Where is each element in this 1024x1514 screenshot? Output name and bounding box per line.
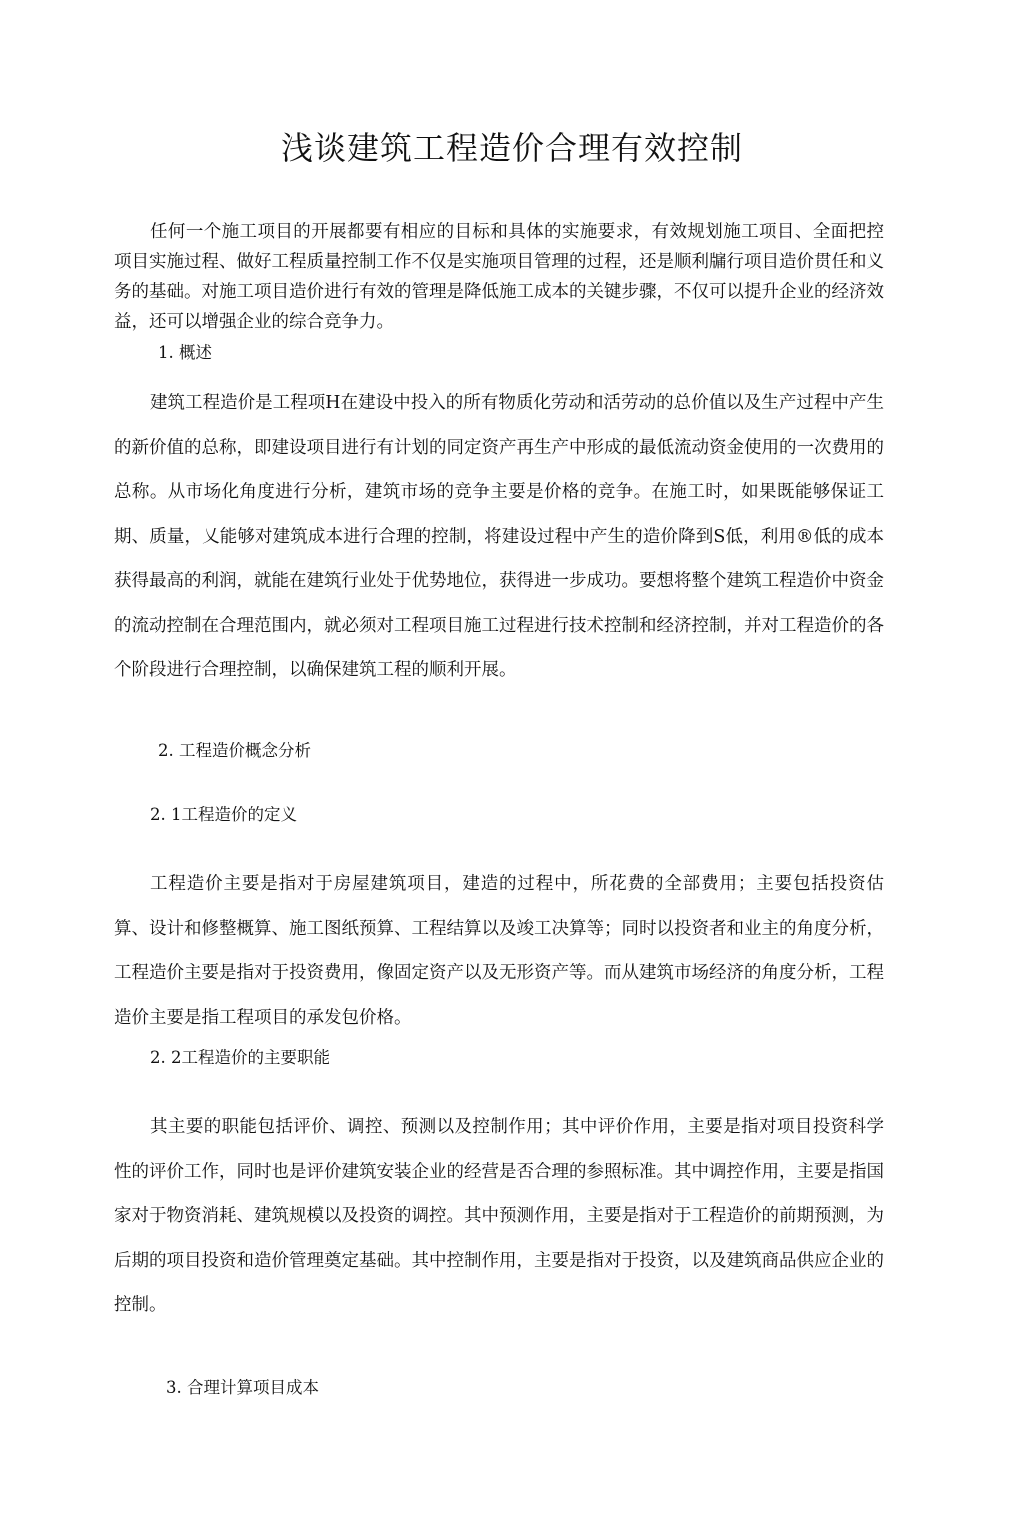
section-2-heading: 2. 工程造价概念分析 (158, 741, 311, 760)
section-2-2-heading: 2. 2工程造价的主要职能 (150, 1048, 330, 1067)
section-1-heading: 1. 概述 (158, 343, 212, 362)
section-1-paragraph: 建筑工程造价是工程项H在建设中投入的所有物质化劳动和活劳动的总价值以及生产过程中产生的新价值的总称，即建设项目进行有计划的同定资产再生产中形成的最低流动资金使用的一次费用的总称。从市场化角度进行分析，建筑市场的竞争主要是价格的竞争。在施工时，如果既能够保证工期、质量，乂能够对建筑成本进行合理的控制，将建设过程中产生的造价降到S低，利用®低的成本获得最高的利润，就能在建筑行业处于优势地位，获得进一步成功。要想将整个建筑工程造价中资金的流动控制在合理范围内，就必须对工程项目施工过程进行技术控制和经济控制，并对工程造价的各个阶段进行合理控制，以确保建筑工程的顺利开展。 (114, 393, 884, 680)
document-title: 浅谈建筑工程造价合理有效控制 (280, 129, 743, 167)
intro-paragraph: 任何一个施工项目的开展都要有相应的目标和具体的实施要求，有效规划施工项目、全面把控项目实施过程、做好工程质量控制工作不仅是实施项目管理的过程，还是顺利牖行项目造价贯任和义务的基础。对施工项目造价进行有效的管理是降低施工成本的关键步骤，不仅可以提升企业的经济效益，还可以增强企业的综合竞争力。 (114, 222, 884, 332)
section-3-heading: 3. 合理计算项目成本 (166, 1378, 319, 1397)
section-2-2-paragraph: 其主要的职能包括评价、调控、预测以及控制作用；其中评价作用，主要是指对项目投资科学性的评价工作，同时也是评价建筑安装企业的经营是否合理的参照标准。其中调控作用，主要是指国家对于物资消耗、建筑规模以及投资的调控。其中预测作用，主要是指对于工程造价的前期预测，为后期的项目投资和造价管理奠定基础。其中控制作用，主要是指对于投资，以及建筑商品供应企业的控制。 (114, 1117, 884, 1315)
section-2-1-paragraph: 工程造价主要是指对于房屋建筑项目，建造的过程中，所花费的全部费用；主要包括投资估算、设计和修整概算、施工图纸预算、工程结算以及竣工决算等；同时以投资者和业主的角度分析，工程造价主要是指对于投资费用，像固定资产以及无形资产等。而从建筑市场经济的角度分析，工程造价主要是指工程项目的承发包价格。 (114, 874, 884, 1028)
section-2-1-heading: 2. 1工程造价的定义 (150, 805, 297, 824)
